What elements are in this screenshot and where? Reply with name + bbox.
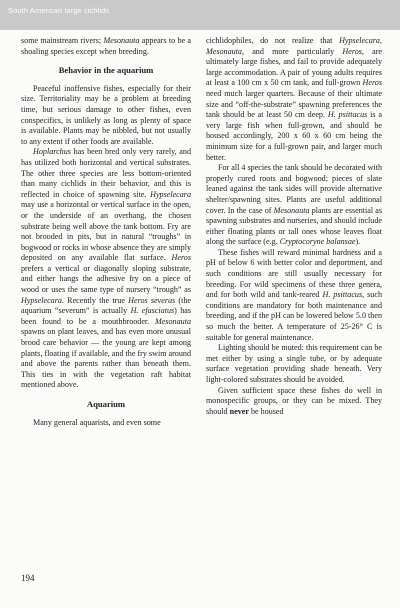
right-paragraph-3: These fishes will reward minimal hardness and a pH of below 6 with better color and deportment, and such conditions are still usually necessary for breeding. For wild specimens of these three genera, and for both wild and tank-reared H. psittacus, such conditions are mandatory for both maintenance and breeding, and if the pH can be lowered below 5.0 then so much the better. A temperature of 25-26° C is suitable for general maintenance. (206, 247, 382, 342)
left-paragraph-4: Many general aquarists, and even some (33, 417, 161, 427)
right-column (206, 36, 382, 417)
right-paragraph-5: Given sufficient space these fishes do well in monospecific groups, or they can be mixed. They should never be housed (206, 385, 382, 416)
running-header: South American large cichlids (8, 6, 110, 15)
right-paragraph-2: For all 4 species the tank should be decorated with properly cured roots and bogwood; pieces of slate leaned against the tank sides will provide alternative shelter/spawning sites. Plants are useful additional cover. In the case of Mesonauta plants are essential as spawning substrates and nurseries, and should include either floating plants or tall ones whose leaves float along the surface (e.g. Cryptocoryne balansae). (206, 163, 383, 247)
running-header-band (0, 0, 400, 30)
heading-aquarium: Aquarium (86, 399, 126, 409)
right-paragraph-1: cichlidophiles, do not realize that Hypselecara, Mesonauta, and more particularly Heros, are ultimately large fishes, and fail to provide adequately large accommodation. A pair of young adults requires at least a 100 cm x 50 cm tank, and full-grown Heros need much larger quarters. Because of their ultimate size and “off-the-substrate” spawning preferences the tank should be at least 50 cm deep. H. psittacus is a very large fish when full-grown, and should be housed accordingly, 200 x 60 x 60 cm being the minimum size for a full-grown pair, and larger much better. (206, 36, 382, 162)
page-number: 194 (21, 573, 35, 583)
heading-behavior: Behavior in the aquarium (58, 65, 154, 76)
left-column (21, 36, 191, 428)
left-paragraph-1: some mainstream rivers; Mesonauta appears to be a shoaling species except when breeding. (21, 36, 192, 56)
left-paragraph-3: Hoplarchus has been bred only very rarely, and has utilized both horizontal and vertical substrates. The other three species are less bottom-oriented than many cichlids in their behavior, and this is reflected in choice of spawning site. Hypselecara may use a horizontal or vertical surface in the open, or the underside of an overhang, the chosen substrate being well above the tank bottom. Fry are not brooded in pits, but in natural “troughs” in bogwood or rocks in whose absence they are simply deposited on any available flat surface. Heros prefers a vertical or diagonally sloping substrate, and either hangs the adhesive fry on a piece of wood or uses the same type of nursery “trough” as Hypselecara. Recently the true Heros severus (the aquarium “severum” is actually H. efasciatus) has been found to be a mouthbrooder. Mesonauta spawns on plant leaves, and has even more unusual brood care behavior — the young are kept among plants, floating if available, and the fry swim around and above the parents rather than beneath them. This ties in with the vegetation raft habitat mentioned above. (21, 147, 192, 390)
right-paragraph-4: Lighting should be muted: this requirement can be met either by using a single tube, or by adequate surface vegetation providing shade beneath. Very light-colored substrates should be avoided. (206, 343, 382, 384)
left-paragraph-2: Peaceful inoffensive fishes, especially for their size. Territoriality may be a problem at breeding time, but serious damage to other fishes, even conspecifics, is unlikely as long as plenty of space is available. Plants may be nibbled, but not usually to any extent if other foods are available. (21, 83, 191, 146)
